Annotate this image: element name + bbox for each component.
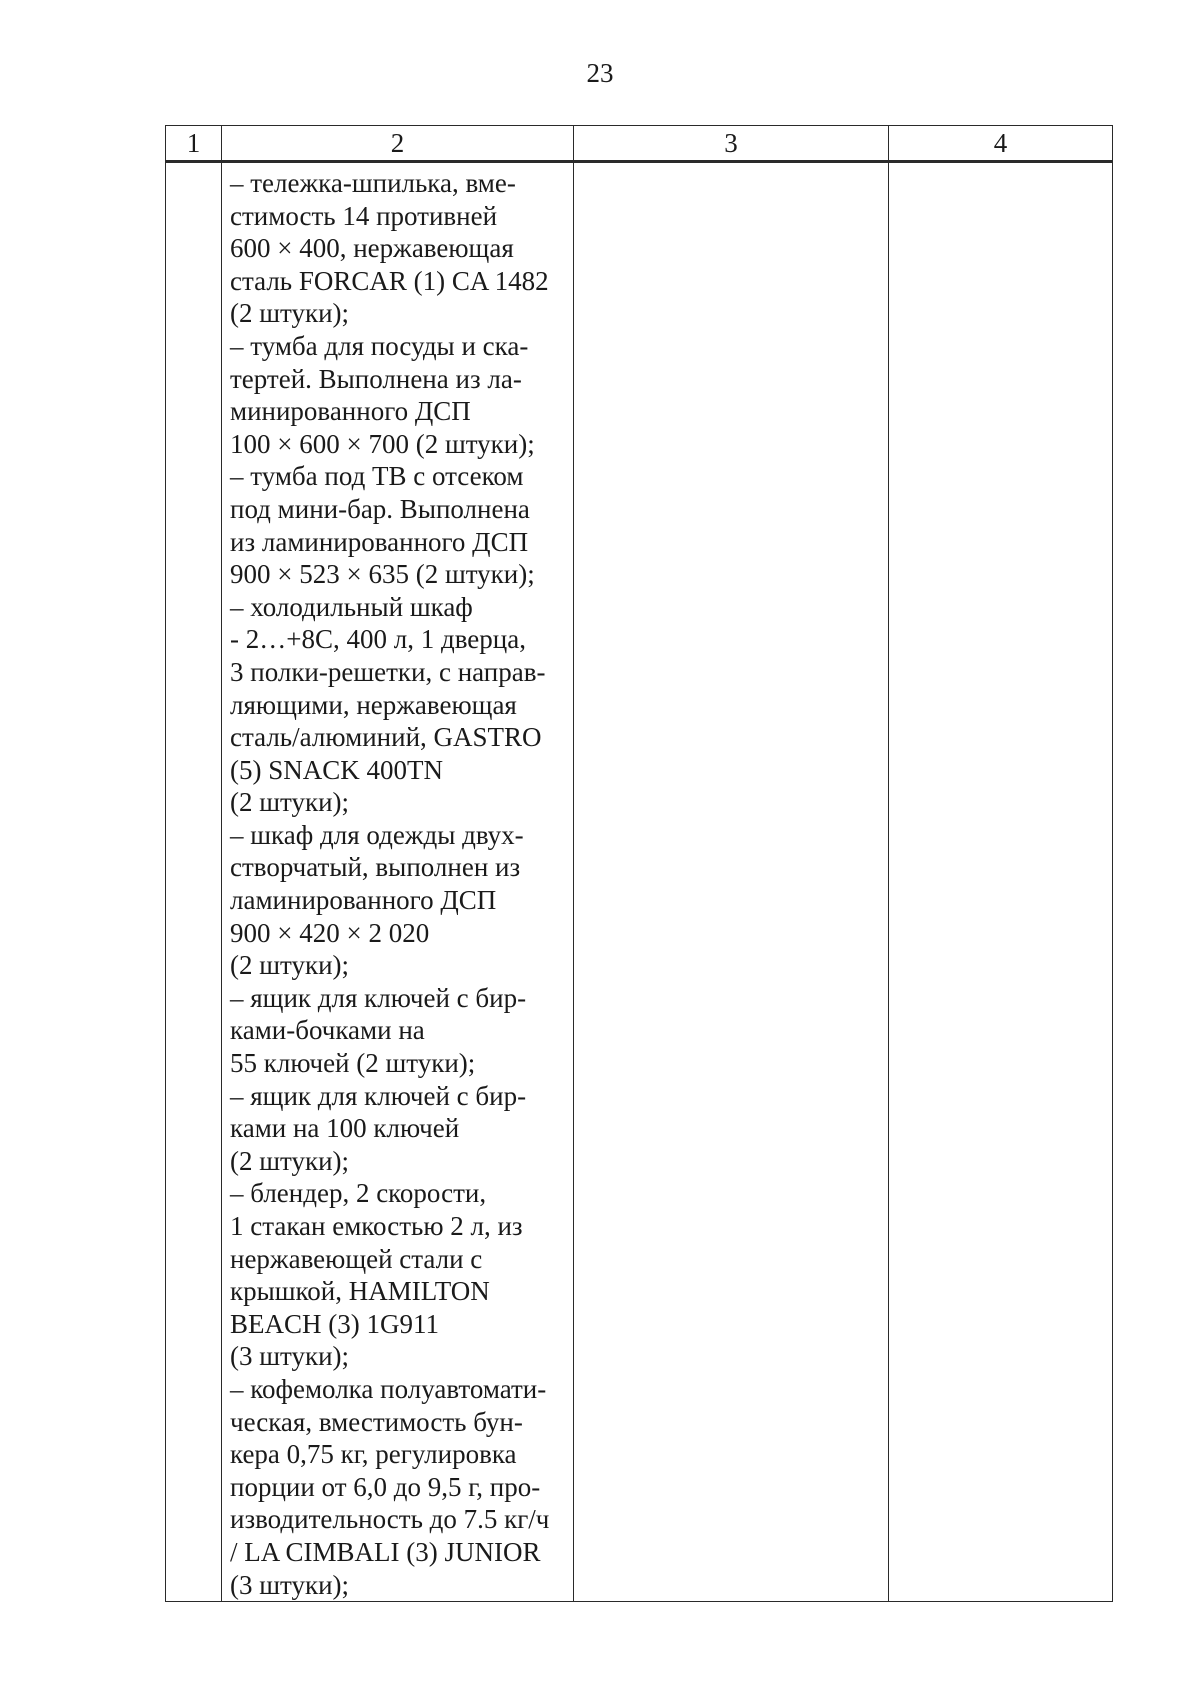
equipment-list-line: / LA CIMBALI (3) JUNIOR: [230, 1536, 541, 1567]
equipment-list-line: – шкаф для одежды двух-: [230, 819, 524, 850]
equipment-list-line: кера 0,75 кг, регулировка: [230, 1439, 517, 1470]
equipment-list-line: 600 × 400, нержавеющая: [230, 233, 514, 264]
column-header-4: 4: [889, 126, 1113, 162]
page-number: 23: [586, 58, 614, 88]
equipment-list-line: изводительность до 7.5 кг/ч: [230, 1504, 550, 1535]
equipment-list-line: ламинированного ДСП: [230, 885, 497, 916]
column-header-2: 2: [222, 126, 574, 162]
equipment-list-line: – холодильный шкаф: [230, 591, 473, 622]
equipment-list-line: ческая, вместимость бун-: [230, 1406, 523, 1437]
column-header-1: 1: [166, 126, 222, 162]
equipment-list-line: – тумба под ТВ с отсеком: [230, 461, 524, 492]
equipment-table: [165, 125, 1113, 1602]
column-4-cell: [889, 162, 1113, 1602]
table-row: [166, 162, 1113, 1602]
equipment-list-line: (5) SNACK 400TN: [230, 754, 443, 785]
equipment-list-line: сталь FORCAR (1) CA 1482: [230, 265, 549, 296]
equipment-list-line: (3 штуки);: [230, 1341, 350, 1372]
equipment-list-line: (2 штуки);: [230, 787, 350, 818]
equipment-list-line: из ламинированного ДСП: [230, 526, 529, 557]
equipment-list-line: 900 × 420 × 2 020: [230, 917, 430, 948]
equipment-list-line: – ящик для ключей с бир-: [230, 1080, 527, 1111]
equipment-list-line: – блендер, 2 скорости,: [230, 1178, 487, 1209]
equipment-list-line: (2 штуки);: [230, 1145, 350, 1176]
equipment-list-line: (3 штуки);: [230, 1569, 350, 1600]
equipment-list-cell: [222, 162, 574, 1602]
equipment-list-line: порции от 6,0 до 9,5 г, про-: [230, 1471, 541, 1502]
equipment-list-line: минированного ДСП: [230, 396, 471, 427]
equipment-list-line: ками-бочками на: [230, 1015, 425, 1046]
equipment-list-line: - 2…+8С, 400 л, 1 дверца,: [230, 624, 526, 655]
table-header-row: [166, 126, 1113, 162]
column-header-3: 3: [574, 126, 889, 162]
equipment-list-line: тертей. Выполнена из ла-: [230, 363, 522, 394]
equipment-list-line: – тележка-шпилька, вме-: [230, 168, 516, 198]
equipment-list-line: 100 × 600 × 700 (2 штуки);: [230, 428, 535, 459]
equipment-list-line: нержавеющей стали с: [230, 1243, 483, 1274]
equipment-list-line: 55 ключей (2 штуки);: [230, 1048, 476, 1079]
equipment-list-line: (2 штуки);: [230, 950, 350, 981]
column-3-cell: [574, 162, 889, 1602]
equipment-list-line: под мини-бар. Выполнена: [230, 493, 530, 524]
equipment-list-line: – кофемолка полуавтомати-: [230, 1373, 547, 1404]
equipment-list-line: – ящик для ключей с бир-: [230, 982, 527, 1013]
equipment-list-line: – тумба для посуды и ска-: [230, 330, 529, 361]
equipment-list-line: ляющими, нержавеющая: [230, 689, 517, 720]
equipment-list-line: (2 штуки);: [230, 298, 350, 329]
row-number-cell: [166, 162, 222, 1602]
equipment-list-line: стимость 14 противней: [230, 200, 498, 231]
equipment-list-line: 3 полки-решетки, с направ-: [230, 656, 546, 687]
equipment-list-line: BEACH (3) 1G911: [230, 1308, 439, 1339]
equipment-list-line: 900 × 523 × 635 (2 штуки);: [230, 559, 535, 590]
equipment-list-line: ками на 100 ключей: [230, 1113, 460, 1144]
equipment-list-line: 1 стакан емкостью 2 л, из: [230, 1211, 523, 1241]
equipment-list-line: сталь/алюминий, GASTRO: [230, 722, 542, 753]
equipment-list-line: крышкой, HAMILTON: [230, 1276, 490, 1307]
equipment-list-line: створчатый, выполнен из: [230, 852, 521, 883]
